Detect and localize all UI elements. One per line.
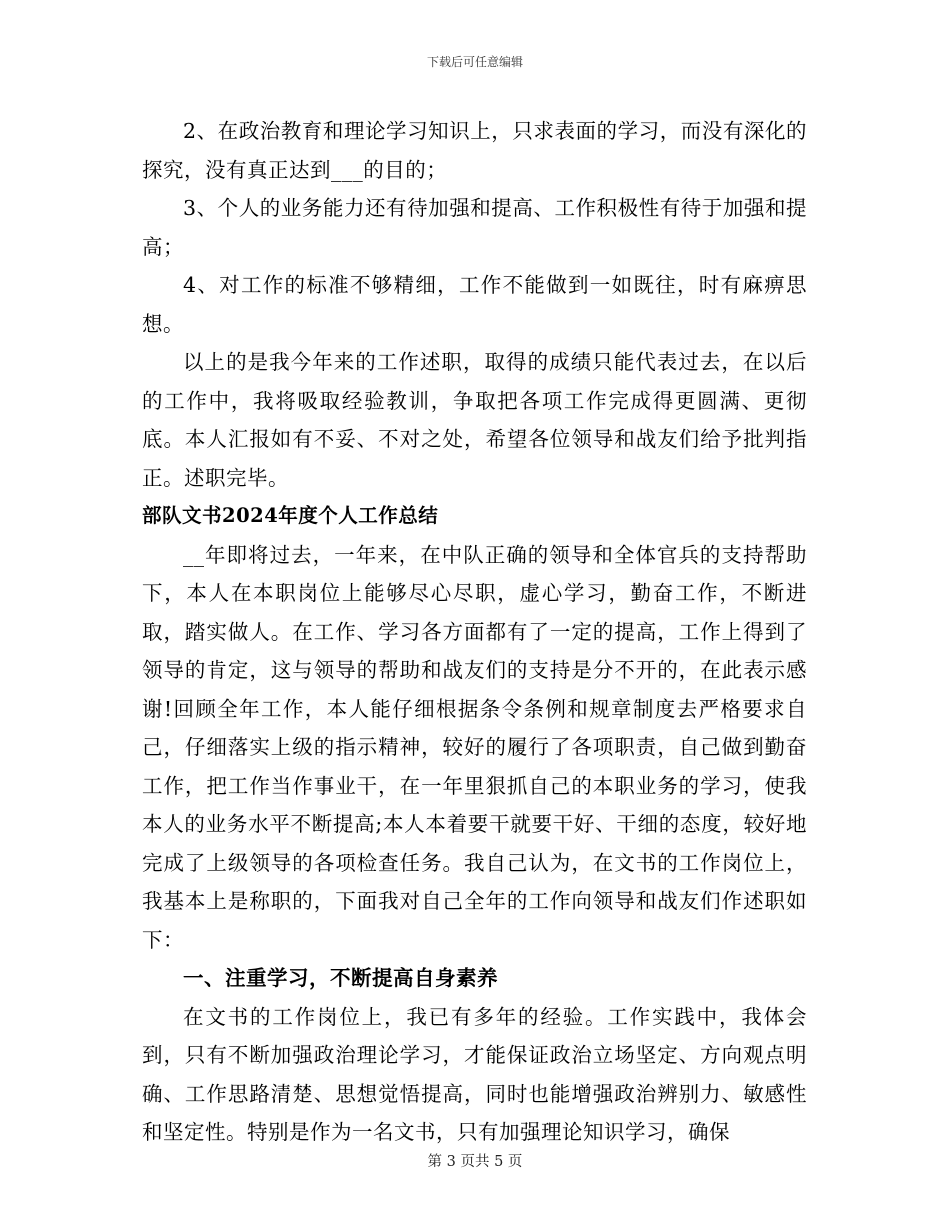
page-header: 下载后可任意编辑 bbox=[426, 55, 523, 69]
document-title: 部队文书2024年度个人工作总结 bbox=[142, 504, 439, 527]
page-footer: 第 3 页共 5 页 bbox=[427, 1154, 523, 1170]
list-item-4: 4、对工作的标准不够精细，工作不能做到一如既往，时有麻痹思想。 bbox=[142, 273, 807, 336]
section-heading: 一、注重学习，不断提高自身素养 bbox=[183, 966, 498, 990]
closing-paragraph: 以上的是我今年来的工作述职，取得的成绩只能代表过去，在以后的工作中，我将吸取经验教训，争取把各项工作完成得更圆满、更彻底。本人汇报如有不妥、不对之处，希望各位领导和战友们给予批判指正。述职完毕。 bbox=[142, 350, 807, 490]
document-body bbox=[142, 112, 807, 1152]
intro-paragraph: __年即将过去，一年来，在中队正确的领导和全体官兵的支持帮助下，本人在本职岗位上能够尽心尽职，虚心学习，勤奋工作，不断进取，踏实做人。在工作、学习各方面都有了一定的提高，工作上得到了领导的肯定，这与领导的帮助和战友们的支持是分不开的，在此表示感谢!回顾全年工作，本人能仔细根据条令条例和规章制度去严格要求自己，仔细落实上级的指示精神，较好的履行了各项职责，自己做到勤奋工作，把工作当作事业干，在一年里狠抓自己的本职业务的学习，使我本人的业务水平不断提高;本人本着要干就要干好、干细的态度，较好地完成了上级领导的各项检查任务。我自己认为，在文书的工作岗位上，我基本上是称职的，下面我对自己全年的工作向领导和战友们作述职如下： bbox=[142, 542, 807, 952]
list-item-3: 3、个人的业务能力还有待加强和提高、工作积极性有待于加强和提高； bbox=[142, 196, 807, 259]
section-paragraph: 在文书的工作岗位上，我已有多年的经验。工作实践中，我体会到，只有不断加强政治理论学习，才能保证政治立场坚定、方向观点明确、工作思路清楚、思想觉悟提高，同时也能增强政治辨别力、敏感性和坚定性。特别是作为一名文书，只有加强理论知识学习，确保 bbox=[142, 1004, 807, 1144]
list-item-2: 2、在政治教育和理论学习知识上，只求表面的学习，而没有深化的探究，没有真正达到___的目的； bbox=[142, 119, 807, 182]
